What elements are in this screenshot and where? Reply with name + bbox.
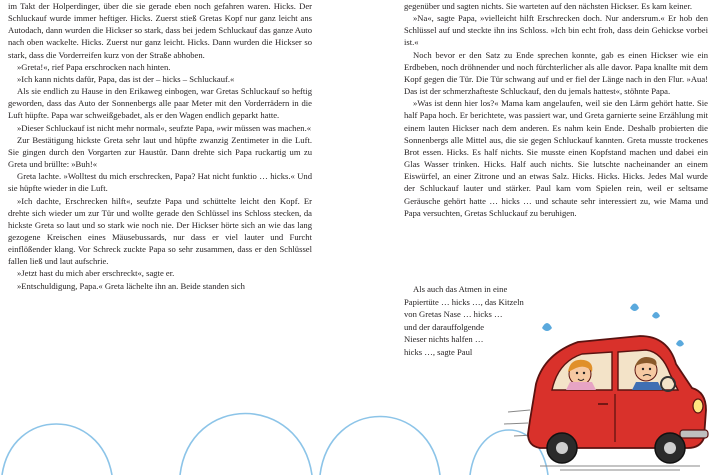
left-text-column (8, 0, 312, 292)
paragraph: Noch bevor er den Satz zu Ende sprechen konnte, gab es einen Hickser wie ein Erdbeben, noch dröhnender und noch fürchterlicher als alle davor. Papa knallte mit dem Kopf gegen die Tür. Die Tür schwang auf und er fiel der Länge nach in den Flur. »Aua! Das ist der schmerzhafteste Schluckauf, den du jemals hattest«, stöhnte Papa. (404, 49, 708, 97)
paragraph: »Was ist denn hier los?« Mama kam angelaufen, weil sie den Lärm gehört hatte. Sie half Papa hoch. Er berichtete, was passiert war, und Greta garnierte seine Erzählung mit einem lauten Hickser nach dem anderen. Es nahm kein Ende. Deshalb probierten die Sonnenbergs alle Mittel aus, die sie gegen Schluckauf kannten. Greta musste trockenes Brot essen. Hicks. Es half nichts. Sie musste einen Kopfstand machen und dabei ein Glas Wasser trinken. Hicks. Half auch nichts. Sie lutschte nacheinander an einem Eiswürfel, an einer Zitrone und an etwas Salz. Hicks. Hicks. Hicks. Jedes Mal wurde der Schluckauf lauter und stärker. Paul kam vom Spielen rein, weil er seltsame Geräusche gehört hatte … hicks … und schaute sehr interessiert zu, wie Mama und Papa versuchten, Gretas Schluckauf zu beruhigen. (404, 98, 708, 218)
paragraph: »Entschuldigung, Papa.« Greta lächelte ihn an. Beide standen sich (17, 280, 245, 291)
paragraph: gegenüber und sagten nichts. Sie warteten auf den nächsten Hickser. Es kam keiner. (404, 1, 693, 11)
paragraph: Greta lachte. »Wolltest du mich erschrecken, Papa? Hat nicht funktio … hicks.« Und sie hüpfte wieder in die Luft. (8, 171, 312, 194)
paragraph: Zur Bestätigung hickste Greta sehr laut und hüpfte zwanzig Zentimeter in die Luft. Sie gingen durch den Vorgarten zur Haustür. Dann drehte sich Papa ruckartig um zu Greta und brüllte: »Buh!« (8, 134, 312, 170)
ending-line: von Gretas Nase … hicks … (404, 309, 503, 320)
bounce-arc (180, 414, 312, 475)
ending-line: Als auch das Atmen in eine (413, 284, 508, 294)
paragraph: »Ich dachte, Erschrecken hilft«, seufzte Papa und schüttelte leicht den Kopf. Er drehte sich wieder um zur Tür und wollte gerade den Schlüssel ins Schloss stecken, da hickste Greta so laut und so stark wie noch nie. Der Hickser hörte sich an wie das lang gezogene Kreischen eines Mäusebussards, nur dass er viel lauter und Furcht einflößender klang. Vor Schreck zuckte Papa so sehr zusammen, dass er den Schlüssel fallen ließ und laut aufschrie. (8, 195, 312, 267)
car-illustration (500, 302, 718, 472)
paragraph: »Na«, sagte Papa, »vielleicht hilft Erschrecken doch. Nur andersrum.« Er hob den Schlüssel auf und steckte ihn ins Schloss. »Ich bin echt froh, dass dein Gehickse vorbei ist.« (404, 13, 708, 48)
paragraph: »Jetzt hast du mich aber erschreckt«, sagte er. (17, 268, 175, 279)
paragraph: »Greta!«, rief Papa erschrocken nach hinten. (17, 61, 171, 72)
paragraph: im Takt der Holperdinger, über die sie gerade eben noch gefahren waren. Hicks. Der Schluckauf wurde immer heftiger. Hicks. Zuerst stieß Gretas Kopf nur ganz leicht ans Autodach, dann wurden die Hickser so stark, dass bei jedem Schluckauf das ganze Auto nach oben wackelte. Hicks. Zuerst nur ganz leicht. Hicks. Dann wurden die Hickser so stark, dass die Vorderreifen kurz von der Straße abhoben. (8, 1, 312, 60)
paragraph: »Ich kann nichts dafür, Papa, das ist der – hicks – Schluckauf.« (17, 73, 235, 84)
car-body (528, 336, 708, 448)
bounce-arc (2, 424, 112, 475)
paragraph: Als sie endlich zu Hause in den Erikaweg einbogen, war Gretas Schluckauf so heftig geworden, dass das Auto der Sonnenbergs alle paar Meter mit den Vorderrädern in die Luft hüpfte. Papa war schweißgebadet, als er den Wagen endlich geparkt hatte. (8, 86, 312, 121)
paragraph: »Dieser Schluckauf ist nicht mehr normal«, seufzte Papa, »wir müssen was machen.« (17, 122, 312, 133)
ending-line: und der darauffolgende (404, 321, 485, 332)
ending-line: Papiertüte … hicks …, das Kitzeln (404, 296, 524, 307)
bounce-arc (320, 417, 440, 475)
ending-line: Nieser nichts halfen … (404, 334, 484, 345)
ending-line: hicks …, sagte Paul (404, 346, 473, 357)
right-text-column (404, 0, 708, 219)
